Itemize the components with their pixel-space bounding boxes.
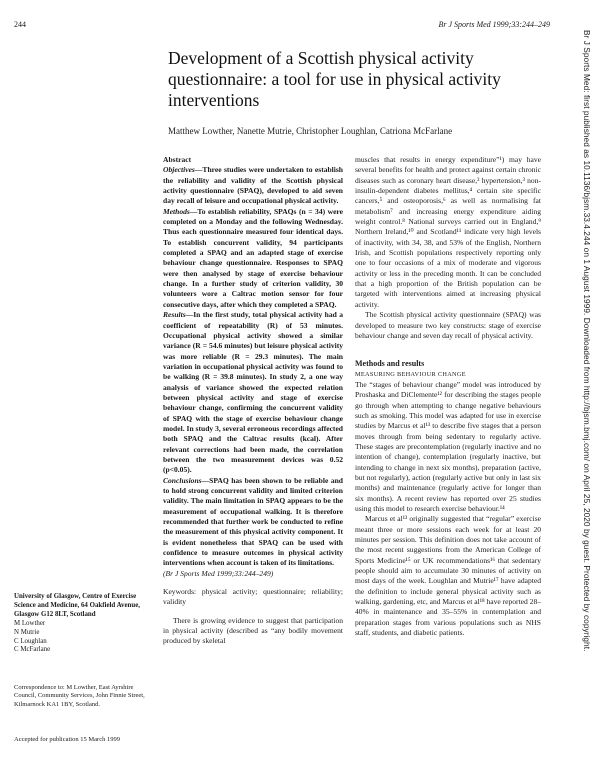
download-sidebar-notice: Br J Sports Med: first published as 10.1136/bjsm.33.4.244 on 1 August 1999. Downloaded from http://bjsm.bmj.com/ on April 25, 2020 by guest. Protected by copyright. (582, 30, 592, 652)
methods-label: Methods (163, 206, 190, 216)
page-number: 244 (14, 20, 26, 29)
methods-section-heading: Methods and results (355, 359, 425, 369)
body-right-column (355, 155, 541, 638)
results-text: —In the first study, total physical activity had a coefficient of repeatability (R) of 53 minutes. Occupational physical activity showed a similar variance (R = 54.6 minutes) but leisure physical activity was more reliable (R = 29.3 minutes). The main variation in occupational physical activity was found to be walking (R = 39.8 minutes). In study 2, a one way analysis of variance showed the expected relation between physical activity and stage of exercise behaviour change, confirming the concurrent validity of SPAQ with the stage of exercise behaviour change model. In study 3, several erroneous recordings affected both SPAQ and the Caltrac results (kcal). After relevant corrections had been made, the correlation between the two measurement devices was 0.52 (p<0.05). (163, 310, 343, 475)
methods-paragraph-2: Marcus et al¹³ originally suggested that “regular” exercise meant three or more sessions each week for at least 20 minutes per session. This definition does not take account of the most recent suggestions from the American College of Sports Medicine¹⁵ or UK recommendations¹⁶ that sedentary people should aim to accumulate 30 minutes of activity on most days of the week. Loughlan and Mutrie¹⁷ have adapted the definition to include general physical activity such as walking, gardening, etc, and Marcus et al¹⁸ have reported 28–40% in maintenance and 35–55% in contemplation and preparation stages from various populations such as NHS staff, students, and diabetic patients. (355, 514, 541, 638)
methods-paragraph-1: The “stages of behaviour change” model was introduced by Proshaska and DiClemente¹² for describing the stages people go through when attempting to change negative behaviours such as smoking. This model was adapted for use in exercise studies by Marcus et al¹³ to describe five stages that a person moves through from being sedentary to regularly active. These stages are precontemplation (regularly inactive and no intention of change), contemplation (regularly inactive, but intending to change in next six months), preparation (active, but not regularly), action (regularly active but only in last six months) and maintenance (regularly active for longer than six months). A recent review has reported over 25 studies using this model to research exercise behaviour.¹⁴ (355, 379, 541, 513)
objectives-text: —Three studies were undertaken to establish the reliability and validity of the Scottish physical activity questionnaire (SPAQ), developed to aid seven day recall of leisure and occupational physical activity. (163, 165, 343, 206)
introduction-paragraph-2: The Scottish physical activity questionnaire (SPAQ) was developed to measure two key constructs: stage of exercise behaviour change and seven day recall of physical activity. (355, 310, 541, 340)
journal-reference: Br J Sports Med 1999;33:244–249 (438, 20, 550, 29)
results-label: Results (163, 310, 186, 320)
affiliation-name: C Loughlan (14, 637, 47, 645)
abstract-citation: (Br J Sports Med 1999;33:244–249) (163, 568, 274, 578)
objectives-label: Objectives (163, 165, 195, 175)
author-affiliation (14, 593, 152, 655)
abstract-methods (163, 207, 343, 310)
introduction-start: There is growing evidence to suggest that participation in physical activity (described as “any bodily movement produced by skeletal (163, 615, 343, 646)
abstract-conclusions (163, 476, 343, 569)
abstract-column (163, 155, 343, 647)
abstract-objectives (163, 165, 343, 206)
correspondence-address: Correspondence to: M Lowther, East Ayrshire Council, Community Services, John Finnie Street, Kilmarnock KA1 1BY, Scotland. (14, 684, 145, 708)
affiliation-name: C McFarlane (14, 646, 51, 654)
methods-subheading: MEASURING BEHAVIOUR CHANGE (355, 370, 466, 378)
affiliation-name: N Mutrie (14, 628, 40, 636)
conclusions-text: —SPAQ has been shown to be reliable and to hold strong concurrent validity and limited criterion validity. The main limitation in SPAQ appears to be the measurement of occupational walking. It is therefore recommended that further work be conducted to refine the measurement of this physical activity component. It is evident nonetheless that SPAQ can be used with confidence to measure outcomes in physical activity interventions when account is taken of its limitations. (163, 475, 343, 568)
methods-text: —To establish reliability, SPAQs (n = 34) were completed on a Monday and the following Wednesday. Thus each questionnaire measured four identical days. To establish concurrent validity, 94 participants completed a SPAQ and an adapted stage of exercise behaviour change questionnaire. Responses to SPAQ were then analysed by stage of exercise behaviour change. In a further study of criterion validity, 30 volunteers wore a Caltrac motion sensor for four consecutive days, after which they completed a SPAQ. (163, 206, 343, 309)
conclusions-label: Conclusions (163, 475, 202, 485)
affiliation-institution: University of Glasgow, Centre of Exercise Science and Medicine, 64 Oakfield Avenue, Glasgow G12 8LT, Scotland (14, 593, 141, 618)
keywords: Keywords: physical activity; questionnaire; reliability; validity (163, 587, 343, 607)
article-authors: Matthew Lowther, Nanette Mutrie, Christopher Loughlan, Catriona McFarlane (168, 126, 453, 136)
introduction-continued: muscles that results in energy expenditure”¹) may have several benefits for health and protect against certain chronic diseases such as coronary heart disease,² hypertension,³ non-insulin-dependent diabetes mellitus,⁴ certain site specific cancers,⁵ and osteoporosis,⁶ as well as normalising fat metabolism⁷ and increasing energy expenditure aiding weight control.⁸ National surveys carried out in England,⁹ Northern Ireland,¹⁰ and Scotland¹¹ indicate very high levels of inactivity, with 34, 38, and 53% of the English, Northern Irish, and Scottish populations respectively reporting only one to four occasions of a mix of moderate and vigorous activity or less in the preceding month. It can be concluded that a high proportion of the British population can be targeted with interventions aimed at increasing physical activity. (355, 155, 541, 309)
abstract-results (163, 310, 343, 476)
accepted-date: Accepted for publication 15 March 1999 (14, 736, 120, 743)
article-title: Development of a Scottish physical activity questionnaire: a tool for use in physical activity interventions (168, 48, 501, 110)
abstract-heading: Abstract (163, 155, 192, 164)
affiliation-name: M Lowther (14, 619, 46, 627)
